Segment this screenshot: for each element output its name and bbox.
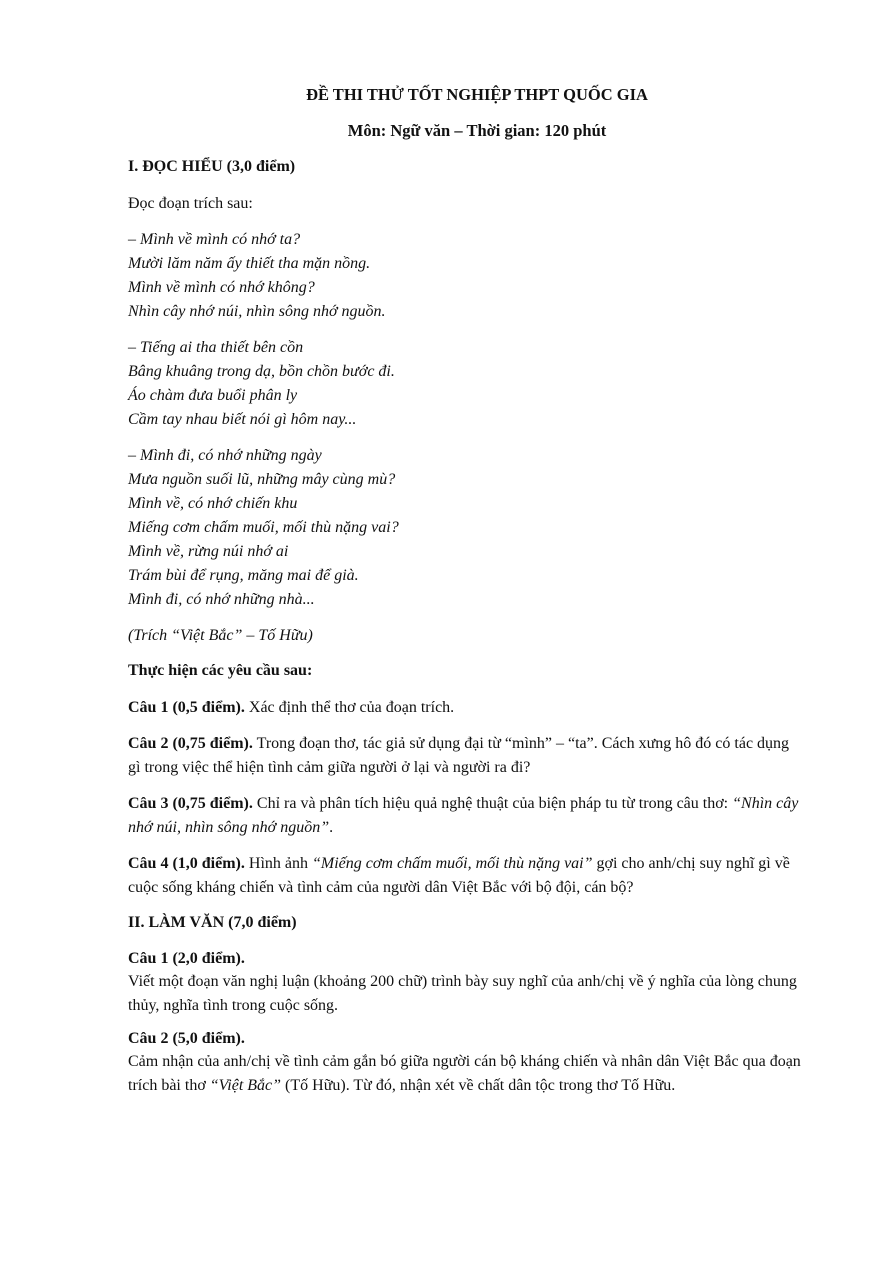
question-label: Câu 1 (0,5 điểm). xyxy=(128,699,245,716)
question-label: Câu 1 (2,0 điểm). xyxy=(128,950,245,967)
verse-line: Mình về mình có nhớ không? xyxy=(128,279,315,296)
verse-line: Miếng cơm chấm muối, mối thù nặng vai? xyxy=(128,519,399,536)
verse-line: Trám bùi để rụng, măng mai để già. xyxy=(128,567,359,584)
reading-intro: Đọc đoạn trích sau: xyxy=(128,195,253,212)
question-text: Cảm nhận của anh/chị về tình cảm gắn bó giữa người cán bộ kháng chiến và nhân dân Việt Bắc qua đoạn trích bài thơ xyxy=(128,1053,801,1094)
poem-stanza-3 xyxy=(128,444,802,612)
verse-line: Mình về, có nhớ chiến khu xyxy=(128,495,298,512)
verse-line: Nhìn cây nhớ núi, nhìn sông nhớ nguồn. xyxy=(128,303,386,320)
verse-line: Mình đi, có nhớ những nhà... xyxy=(128,591,315,608)
verse-line: Bâng khuâng trong dạ, bồn chồn bước đi. xyxy=(128,363,395,380)
tasks-heading: Thực hiện các yêu cầu sau: xyxy=(128,662,313,679)
question-label: Câu 3 (0,75 điểm). xyxy=(128,795,253,812)
question-text: Xác định thể thơ của đoạn trích. xyxy=(244,699,455,716)
verse-line: Mình về, rừng núi nhớ ai xyxy=(128,543,289,560)
writing-question-1 xyxy=(128,948,802,1018)
question-text-after: gợi cho anh/chị suy nghĩ gì về cuộc sống kháng chiến và tình cảm của người dân Việt Bắc với bộ đội, cán bộ? xyxy=(128,855,790,896)
question-label: Câu 2 (0,75 điểm). xyxy=(128,735,253,752)
question-label: Câu 4 (1,0 điểm). xyxy=(128,855,245,872)
verse-line: Mưa nguồn suối lũ, những mây cùng mù? xyxy=(128,471,396,488)
question-quote: “Nhìn cây nhớ núi, nhìn sông nhớ nguồn” xyxy=(128,795,799,836)
writing-question-2 xyxy=(128,1028,802,1098)
verse-line: Cầm tay nhau biết nói gì hôm nay... xyxy=(128,411,357,428)
poem-stanza-2 xyxy=(128,336,802,432)
question-text: Viết một đoạn văn nghị luận (khoảng 200 chữ) trình bày suy nghĩ của anh/chị về ý nghĩa của lòng chung thủy, nghĩa tình trong cuộc sống. xyxy=(128,973,797,1014)
question-quote: “Việt Bắc” xyxy=(209,1077,282,1094)
verse-line: – Mình đi, có nhớ những ngày xyxy=(128,447,322,464)
reading-question-4 xyxy=(128,852,802,900)
verse-line: Mười lăm năm ấy thiết tha mặn nồng. xyxy=(128,255,371,272)
reading-question-3 xyxy=(128,792,802,840)
reading-question-2 xyxy=(128,732,802,780)
question-text-after: . xyxy=(329,819,334,836)
question-quote: “Miếng cơm chấm muối, mối thù nặng vai” xyxy=(312,855,593,872)
poem-stanza-1 xyxy=(128,228,802,324)
verse-line: – Tiếng ai tha thiết bên cồn xyxy=(128,339,304,356)
poem-source: (Trích “Việt Bắc” – Tố Hữu) xyxy=(128,627,313,644)
section-reading-heading: I. ĐỌC HIỂU (3,0 điểm) xyxy=(128,158,296,175)
question-text: Trong đoạn thơ, tác giả sử dụng đại từ “mình” – “ta”. Cách xưng hô đó có tác dụng gì trong việc thể hiện tình cảm giữa người ở lại và người ra đi? xyxy=(128,735,790,776)
question-text: Chỉ ra và phân tích hiệu quả nghệ thuật của biện pháp tu từ trong câu thơ: xyxy=(252,795,733,812)
question-text: Hình ảnh xyxy=(244,855,312,872)
exam-subtitle: Môn: Ngữ văn – Thời gian: 120 phút xyxy=(347,121,607,140)
question-text-after: (Tố Hữu). Từ đó, nhận xét về chất dân tộc trong thơ Tố Hữu. xyxy=(281,1077,676,1094)
exam-title: ĐỀ THI THỬ TỐT NGHIỆP THPT QUỐC GIA xyxy=(306,85,648,104)
question-label: Câu 2 (5,0 điểm). xyxy=(128,1030,245,1047)
question-body xyxy=(128,1050,802,1098)
section-writing-heading: II. LÀM VĂN (7,0 điểm) xyxy=(128,914,297,931)
reading-question-1 xyxy=(128,696,802,720)
verse-line: Áo chàm đưa buổi phân ly xyxy=(128,387,298,404)
verse-line: – Mình về mình có nhớ ta? xyxy=(128,231,301,248)
